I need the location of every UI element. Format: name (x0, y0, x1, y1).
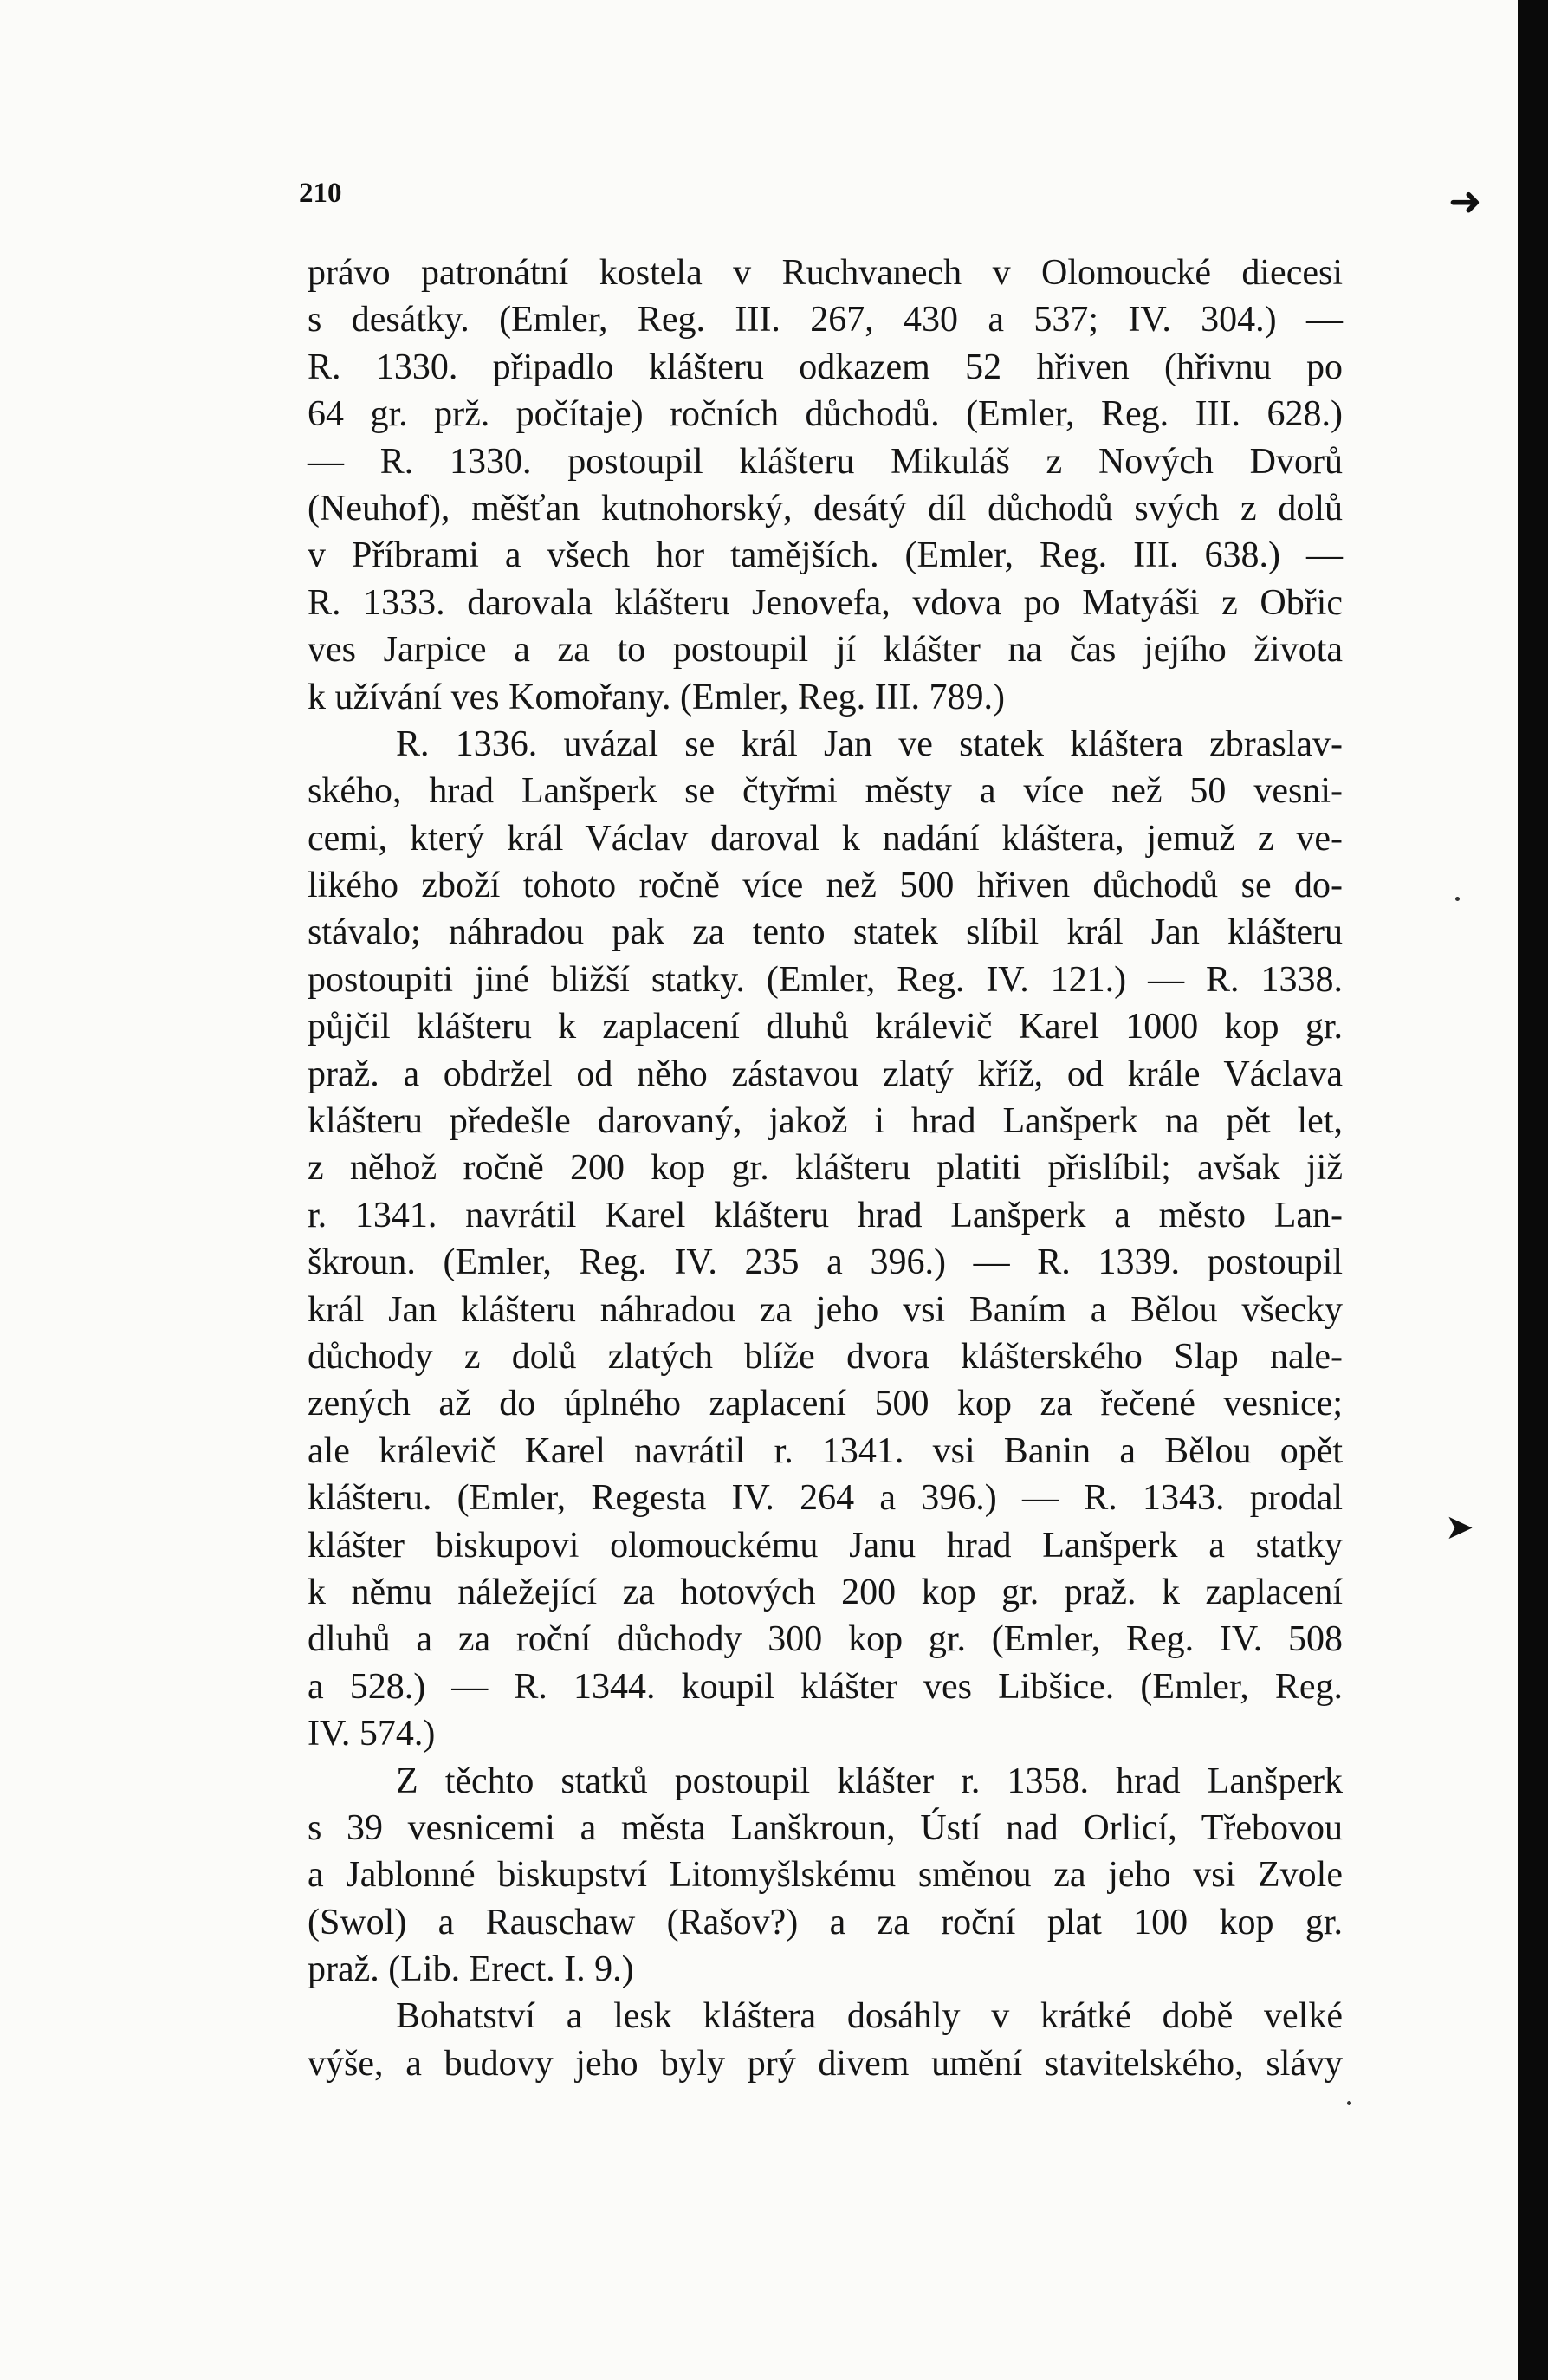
text-line: Z těchto statků postoupil klášter r. 1358. hrad Lanšperk (396, 1761, 1343, 1801)
text-line: (Swol) a Rauschaw (Rašov?) a za roční plat 100 kop gr. (308, 1902, 1343, 1942)
text-line: důchody z dolů zlatých blíže dvora klášterského Slap nale- (308, 1336, 1343, 1377)
text-line: r. 1341. navrátil Karel klášteru hrad Lanšperk a město Lan- (308, 1195, 1343, 1235)
text-line: král Jan klášteru náhradou za jeho vsi Baním a Bělou všecky (308, 1289, 1343, 1330)
text-line: Bohatství a lesk kláštera dosáhly v krátké době velké (396, 1996, 1343, 2037)
text-line: dluhů a za roční důchody 300 kop gr. (Emler, Reg. IV. 508 (308, 1619, 1343, 1660)
text-line: — R. 1330. postoupil klášteru Mikuláš z Nových Dvorů (308, 441, 1343, 482)
text-line: ale králevič Karel navrátil r. 1341. vsi Banin a Bělou opět (308, 1430, 1343, 1471)
text-line: praž. (Lib. Erect. I. 9.) (308, 1949, 634, 1990)
text-line: půjčil klášteru k zaplacení dluhů králevič Karel 1000 kop gr. (308, 1007, 1343, 1047)
text-line: R. 1333. darovala klášteru Jenovefa, vdova po Matyáši z Obřic (308, 582, 1343, 623)
text-line: a 528.) — R. 1344. koupil klášter ves Libšice. (Emler, Reg. (308, 1666, 1343, 1707)
text-line: praž. a obdržel od něho zástavou zlatý kříž, od krále Václava (308, 1054, 1343, 1094)
text-line: s desátky. (Emler, Reg. III. 267, 430 a 537; IV. 304.) — (308, 300, 1343, 340)
text-line: škroun. (Emler, Reg. IV. 235 a 396.) — R. 1339. postoupil (308, 1242, 1343, 1283)
text-line: klášteru předešle darovaný, jakož i hrad Lanšperk na pět let, (308, 1101, 1343, 1142)
text-line: k němu náležející za hotových 200 kop gr. praž. k zaplacení (308, 1572, 1343, 1612)
speck-mark (1347, 2101, 1351, 2105)
text-line: (Neuhof), měšťan kutnohorský, desátý díl důchodů svých z dolů (308, 488, 1343, 529)
scan-edge (1518, 0, 1548, 2380)
text-line: R. 1330. připadlo klášteru odkazem 52 hřiven (hřivnu po (308, 347, 1343, 387)
text-line: výše, a budovy jeho byly prý divem umění stavitelského, slávy (308, 2043, 1343, 2084)
margin-arrow-icon: ➜ (1448, 178, 1482, 224)
text-line: a Jablonné biskupství Litomyšlskému směnou za jeho vsi Zvole (308, 1855, 1343, 1896)
text-line: likého zboží tohoto ročně více než 500 hřiven důchodů se do- (308, 866, 1343, 906)
text-line: klášteru. (Emler, Regesta IV. 264 a 396.) — R. 1343. prodal (308, 1478, 1343, 1519)
margin-arrow-icon: ➤ (1445, 1508, 1474, 1547)
text-line: z něhož ročně 200 kop gr. klášteru platiti přislíbil; avšak již (308, 1148, 1343, 1189)
text-line: IV. 574.) (308, 1714, 436, 1754)
text-line: zených až do úplného zaplacení 500 kop za řečené vesnice; (308, 1384, 1343, 1424)
text-line: ského, hrad Lanšperk se čtyřmi městy a více než 50 vesni- (308, 771, 1343, 812)
text-line: 64 gr. prž. počítaje) ročních důchodů. (Emler, Reg. III. 628.) (308, 394, 1343, 435)
text-line: právo patronátní kostela v Ruchvanech v Olomoucké diecesi (308, 253, 1343, 293)
speck-mark (1455, 897, 1460, 901)
text-line: stávalo; náhradou pak za tento statek slíbil král Jan klášteru (308, 912, 1343, 953)
text-line: s 39 vesnicemi a města Lanškroun, Ústí nad Orlicí, Třebovou (308, 1807, 1343, 1848)
page-number: 210 (299, 178, 342, 209)
text-line: postoupiti jiné bližší statky. (Emler, Reg. IV. 121.) — R. 1338. (308, 959, 1343, 1000)
text-line: klášter biskupovi olomouckému Janu hrad Lanšperk a statky (308, 1525, 1343, 1566)
text-line: v Příbrami a všech hor tamějších. (Emler, Reg. III. 638.) — (308, 535, 1343, 576)
body-text (308, 250, 1343, 2087)
text-line: cemi, který král Václav daroval k nadání kláštera, jemuž z ve- (308, 818, 1343, 859)
text-line: k užívání ves Komořany. (Emler, Reg. III. 789.) (308, 677, 1006, 717)
text-line: R. 1336. uvázal se král Jan ve statek kláštera zbraslav- (396, 723, 1343, 764)
text-line: ves Jarpice a za to postoupil jí klášter na čas jejího života (308, 630, 1343, 671)
